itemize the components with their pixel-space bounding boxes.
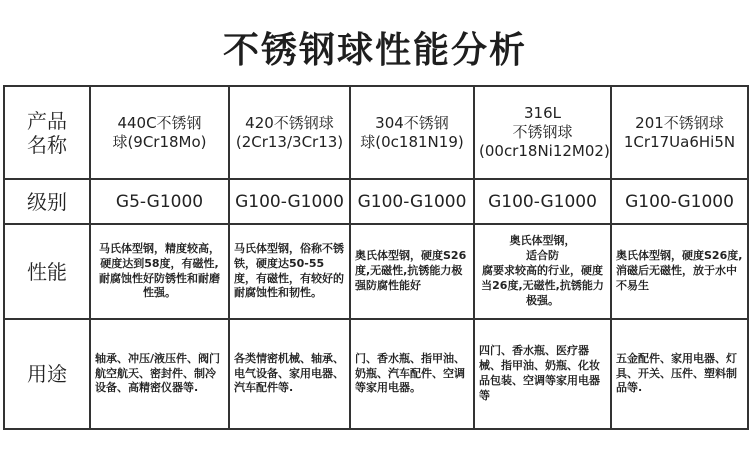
table-cell: G5-G1000: [90, 179, 229, 224]
table-cell: G100-G1000: [229, 179, 350, 224]
performance-row: [4, 224, 748, 319]
table-cell: 201不锈钢球 1Cr17Ua6Hi5N: [611, 86, 748, 179]
performance-header: 性能: [4, 224, 90, 319]
table-cell: 马氏体型钢，俗称不锈铁，硬度达50-55度，有磁性，有较好的耐腐蚀性和韧性。: [229, 224, 350, 319]
table-cell: 马氏体型钢，精度较高，硬度达到58度，有磁性,耐腐蚀性好防锈性和耐磨性强。: [90, 224, 229, 319]
page-title: 不锈钢球性能分析: [222, 30, 527, 71]
table-cell: 四门、香水瓶、医疗器械、指甲油、奶瓶、化妆品包装、空调等家用电器等: [474, 319, 611, 429]
table-cell: 各类情密机械、轴承、电气设备、家用电器、汽车配件等.: [229, 319, 350, 429]
usage-header: 用途: [4, 319, 90, 429]
usage-row: [4, 319, 748, 429]
comparison-table: [3, 85, 749, 430]
table-cell: 五金配件、家用电器、灯具、开关、压件、塑料制品等.: [611, 319, 748, 429]
table-cell: 304不锈钢 球(0c181N19): [350, 86, 474, 179]
table-cell: G100-G1000: [350, 179, 474, 224]
grade-header: 级别: [4, 179, 90, 224]
product-name-header: 产品 名称: [4, 86, 90, 179]
table-cell: G100-G1000: [474, 179, 611, 224]
table-cell: 420不锈钢球 (2Cr13/3Cr13): [229, 86, 350, 179]
table-cell: 门、香水瓶、指甲油、奶瓶、汽车配件、空调等家用电器。: [350, 319, 474, 429]
table-cell: G100-G1000: [611, 179, 748, 224]
table-cell: 轴承、冲压/液压件、阀门航空航天、密封件、制冷设备、高精密仪器等.: [90, 319, 229, 429]
table-cell: 奥氏体型钢，硬度S26度,消磁后无磁性，放于水中不易生: [611, 224, 748, 319]
product-name-row: [4, 86, 748, 179]
table-cell: 316L 不锈钢球 (00cr18Ni12M02): [474, 86, 611, 179]
grade-row: [4, 179, 748, 224]
table-cell: 奥氏体型钢， 适合防 腐要求较高的行业，硬度当26度,无磁性,抗锈能力极强。: [474, 224, 611, 319]
table-cell: 奥氏体型钢，硬度S26度,无磁性,抗锈能力极强防腐性能好: [350, 224, 474, 319]
table-cell: 440C不锈钢 球(9Cr18Mo): [90, 86, 229, 179]
